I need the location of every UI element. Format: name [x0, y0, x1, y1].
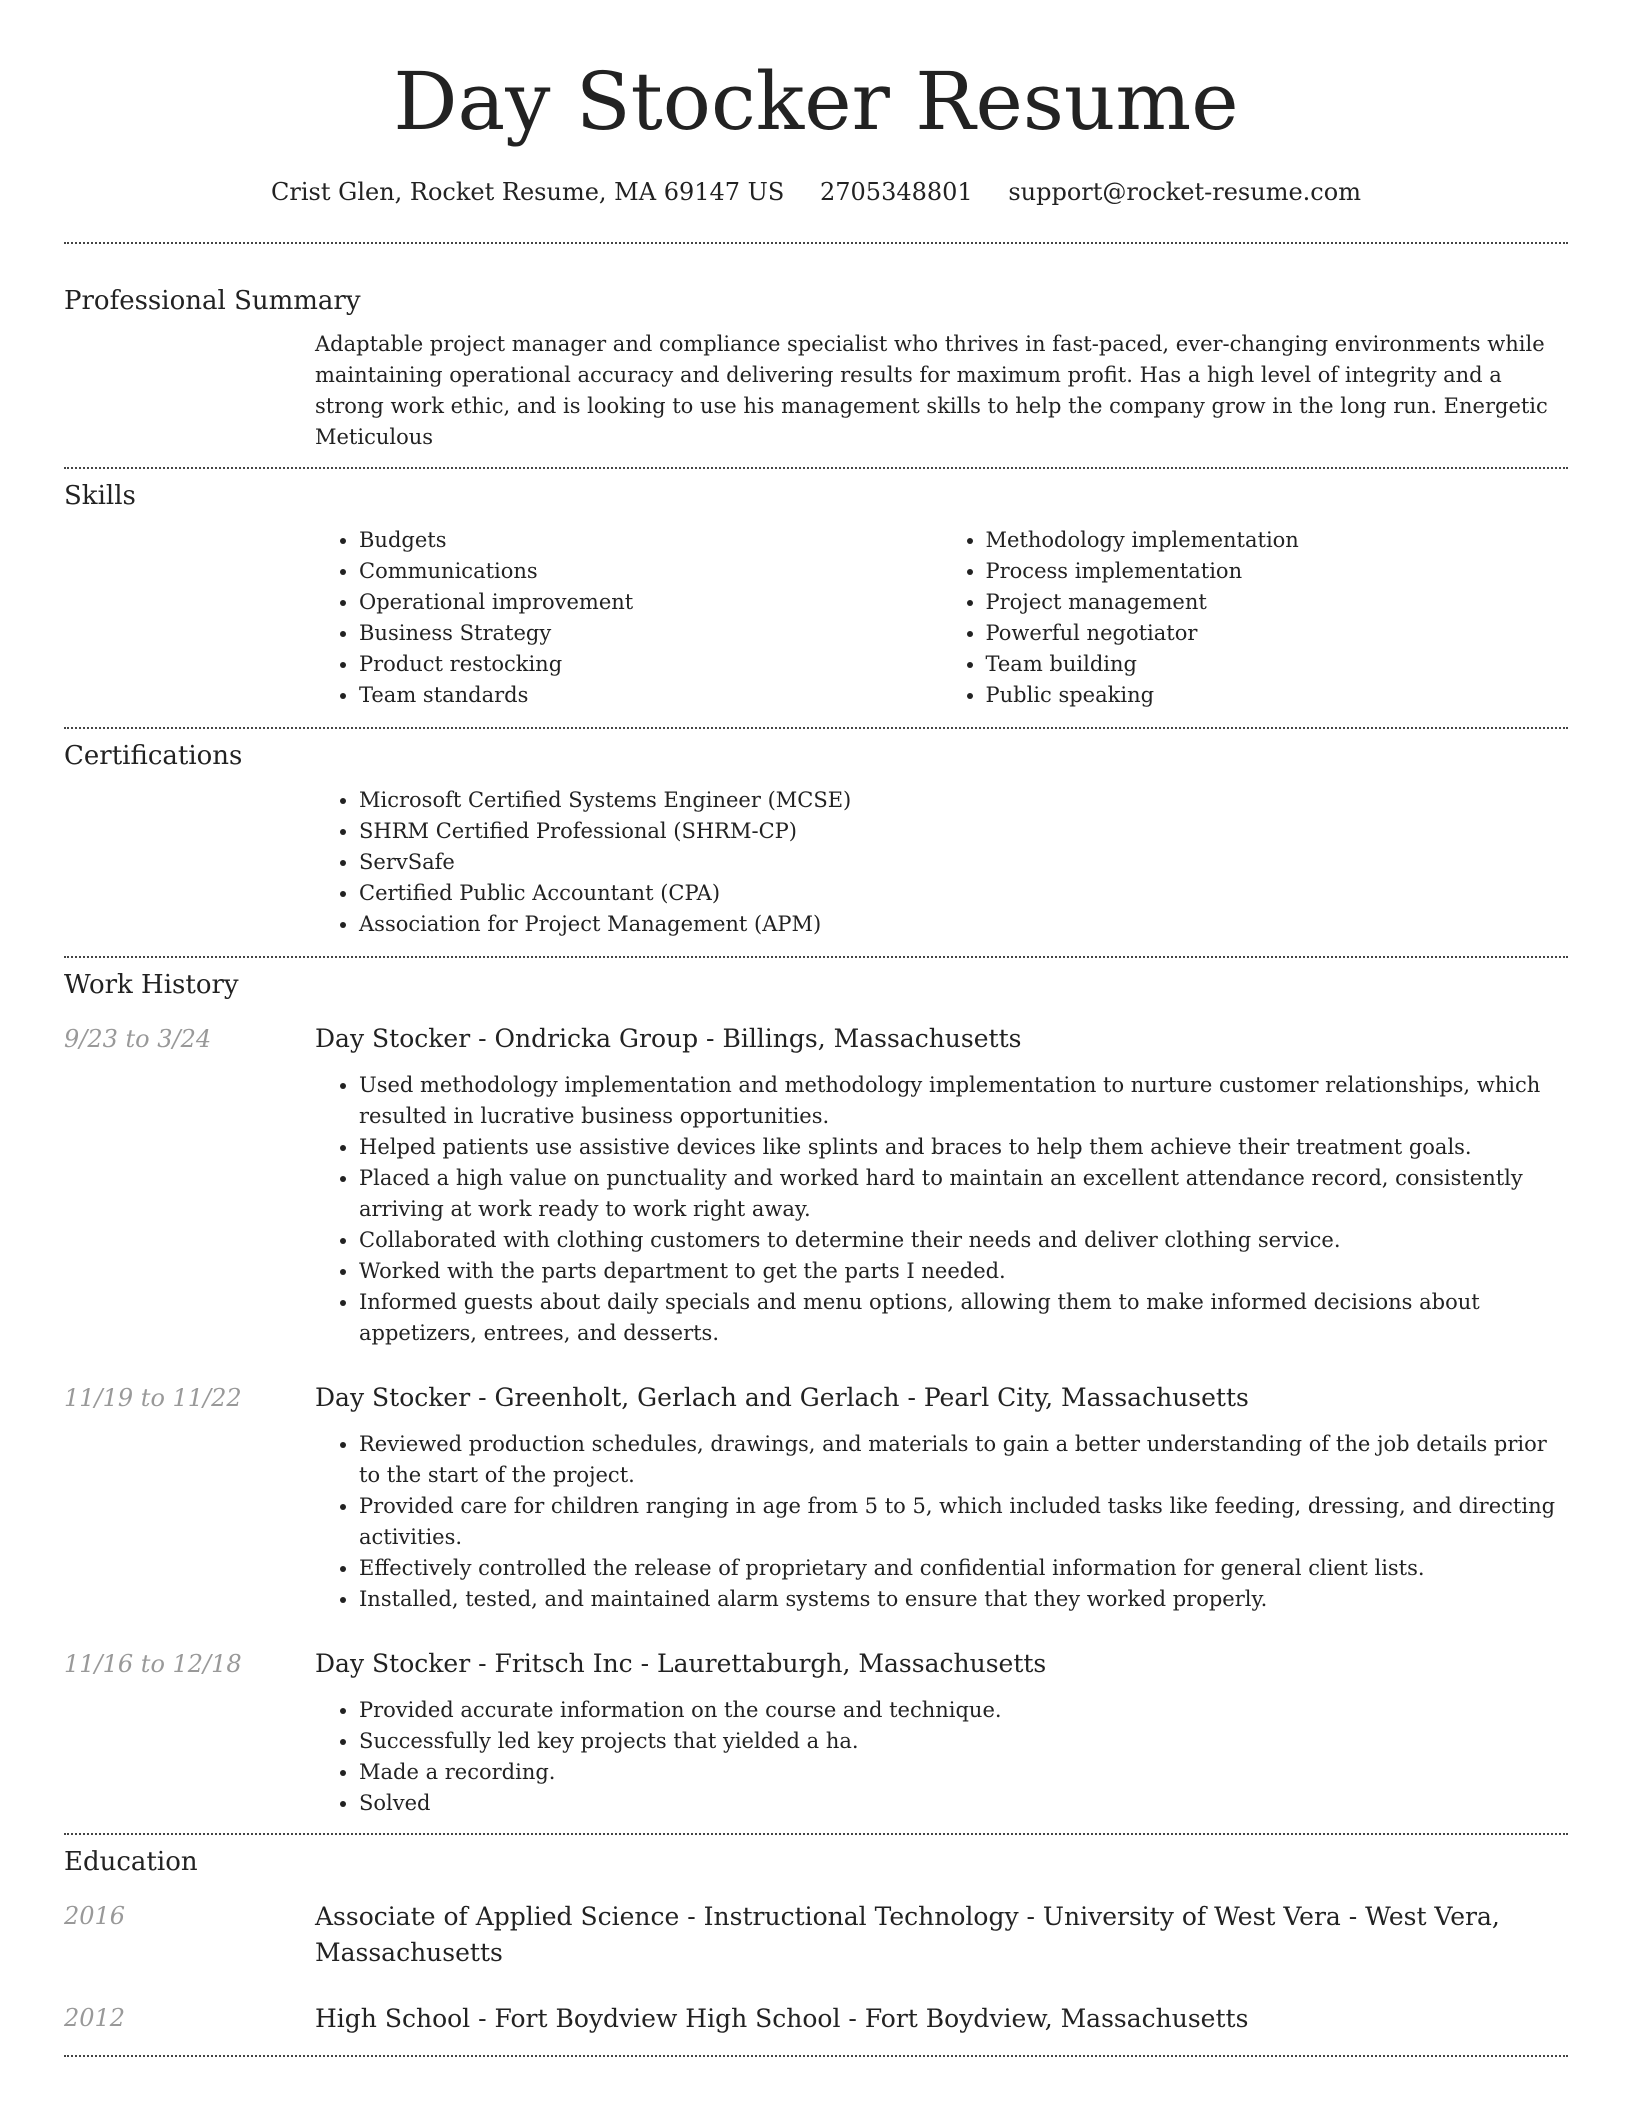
list-item: • Provided care for children ranging in age from 5 to 5, which included tasks like feeding, dressing, and directing activities.	[359, 1491, 1568, 1553]
skills-list	[315, 525, 1568, 711]
list-item: • Made a recording.	[359, 1757, 1568, 1788]
job-bullets	[315, 1429, 1568, 1615]
job-bullets	[315, 1070, 1568, 1349]
list-item: • Provided accurate information on the course and technique.	[359, 1695, 1568, 1726]
job-entry	[64, 1647, 1568, 1681]
list-item: • SHRM Certified Professional (SHRM-CP)	[359, 816, 1568, 847]
divider	[64, 727, 1568, 729]
education-year: 2012	[64, 2004, 126, 2032]
education-entry	[64, 1899, 1568, 1971]
list-item: • Product restocking	[359, 649, 942, 680]
contact-line	[64, 176, 1568, 208]
list-item: • Public speaking	[986, 680, 1569, 711]
list-item: • Project management	[986, 587, 1569, 618]
list-item: • Communications	[359, 556, 942, 587]
contact-email: support@rocket-resume.com	[1008, 178, 1361, 206]
job-title: Day Stocker - Greenholt, Gerlach and Gerlach - Pearl City, Massachusetts	[315, 1383, 1249, 1412]
list-item: • Solved	[359, 1788, 1568, 1819]
certifications-heading: Certifications	[64, 741, 243, 771]
list-item: • Installed, tested, and maintained alarm systems to ensure that they worked properly.	[359, 1584, 1568, 1615]
job-title: Day Stocker - Ondricka Group - Billings, Massachusetts	[315, 1024, 1022, 1053]
divider	[64, 2055, 1568, 2057]
list-item: • Team building	[986, 649, 1569, 680]
list-item: • Collaborated with clothing customers to determine their needs and deliver clothing service.	[359, 1225, 1568, 1256]
divider	[64, 956, 1568, 958]
list-item: • Successfully led key projects that yielded a ha.	[359, 1726, 1568, 1757]
list-item: • Association for Project Management (APM)	[359, 909, 1568, 940]
education-year: 2016	[64, 1902, 126, 1930]
list-item: • Budgets	[359, 525, 942, 556]
list-item: • Helped patients use assistive devices like splints and braces to help them achieve their treatment goals.	[359, 1132, 1568, 1163]
job-dates: 11/19 to 11/22	[64, 1384, 242, 1412]
job-entry	[64, 1381, 1568, 1415]
summary-heading: Professional Summary	[64, 286, 361, 316]
resume-page	[64, 0, 1568, 2057]
list-item: • Powerful negotiator	[986, 618, 1569, 649]
list-item: • Worked with the parts department to get the parts I needed.	[359, 1256, 1568, 1287]
work-history-heading: Work History	[64, 970, 239, 1000]
list-item: • Methodology implementation	[986, 525, 1569, 556]
contact-address: Crist Glen, Rocket Resume, MA 69147 US	[271, 178, 785, 206]
list-item: • Process implementation	[986, 556, 1569, 587]
summary-text: Adaptable project manager and compliance specialist who thrives in fast-paced, ever-changing environments while maintaining operational accuracy and delivering results for maximum profit. Has a high level of integrity and a strong work ethic, and is looking to use his management skills to help the company grow in the long run. Energetic Meticulous	[315, 332, 1548, 449]
skills-heading: Skills	[64, 481, 136, 511]
skills-right-column	[942, 525, 1569, 711]
contact-phone: 2705348801	[819, 178, 973, 206]
job-title: Day Stocker - Fritsch Inc - Laurettaburgh, Massachusetts	[315, 1649, 1047, 1678]
job-bullets	[315, 1695, 1568, 1819]
education-heading: Education	[64, 1847, 198, 1877]
job-dates: 11/16 to 12/18	[64, 1650, 242, 1678]
education-title: Associate of Applied Science - Instructional Technology - University of West Vera - West Vera, Massachusetts	[315, 1902, 1500, 1967]
list-item: • Used methodology implementation and methodology implementation to nurture customer relationships, which resulted in lucrative business opportunities.	[359, 1070, 1568, 1132]
divider	[64, 1833, 1568, 1835]
list-item: • ServSafe	[359, 847, 1568, 878]
skills-left-column	[315, 525, 942, 711]
certifications-list	[315, 785, 1568, 940]
education-title: High School - Fort Boydview High School - Fort Boydview, Massachusetts	[315, 2004, 1249, 2033]
list-item: • Microsoft Certified Systems Engineer (MCSE)	[359, 785, 1568, 816]
page-title: Day Stocker Resume	[393, 55, 1239, 148]
list-item: • Operational improvement	[359, 587, 942, 618]
list-item: • Effectively controlled the release of proprietary and confidential information for general client lists.	[359, 1553, 1568, 1584]
job-entry	[64, 1022, 1568, 1056]
list-item: • Placed a high value on punctuality and worked hard to maintain an excellent attendance record, consistently arriving at work ready to work right away.	[359, 1163, 1568, 1225]
list-item: • Reviewed production schedules, drawings, and materials to gain a better understanding of the job details prior to the start of the project.	[359, 1429, 1568, 1491]
list-item: • Certified Public Accountant (CPA)	[359, 878, 1568, 909]
list-item: • Business Strategy	[359, 618, 942, 649]
list-item: • Informed guests about daily specials and menu options, allowing them to make informed decisions about appetizers, entrees, and desserts.	[359, 1287, 1568, 1349]
education-entry	[64, 2001, 1568, 2037]
list-item: • Team standards	[359, 680, 942, 711]
job-dates: 9/23 to 3/24	[64, 1025, 212, 1053]
divider	[64, 242, 1568, 244]
divider	[64, 467, 1568, 469]
